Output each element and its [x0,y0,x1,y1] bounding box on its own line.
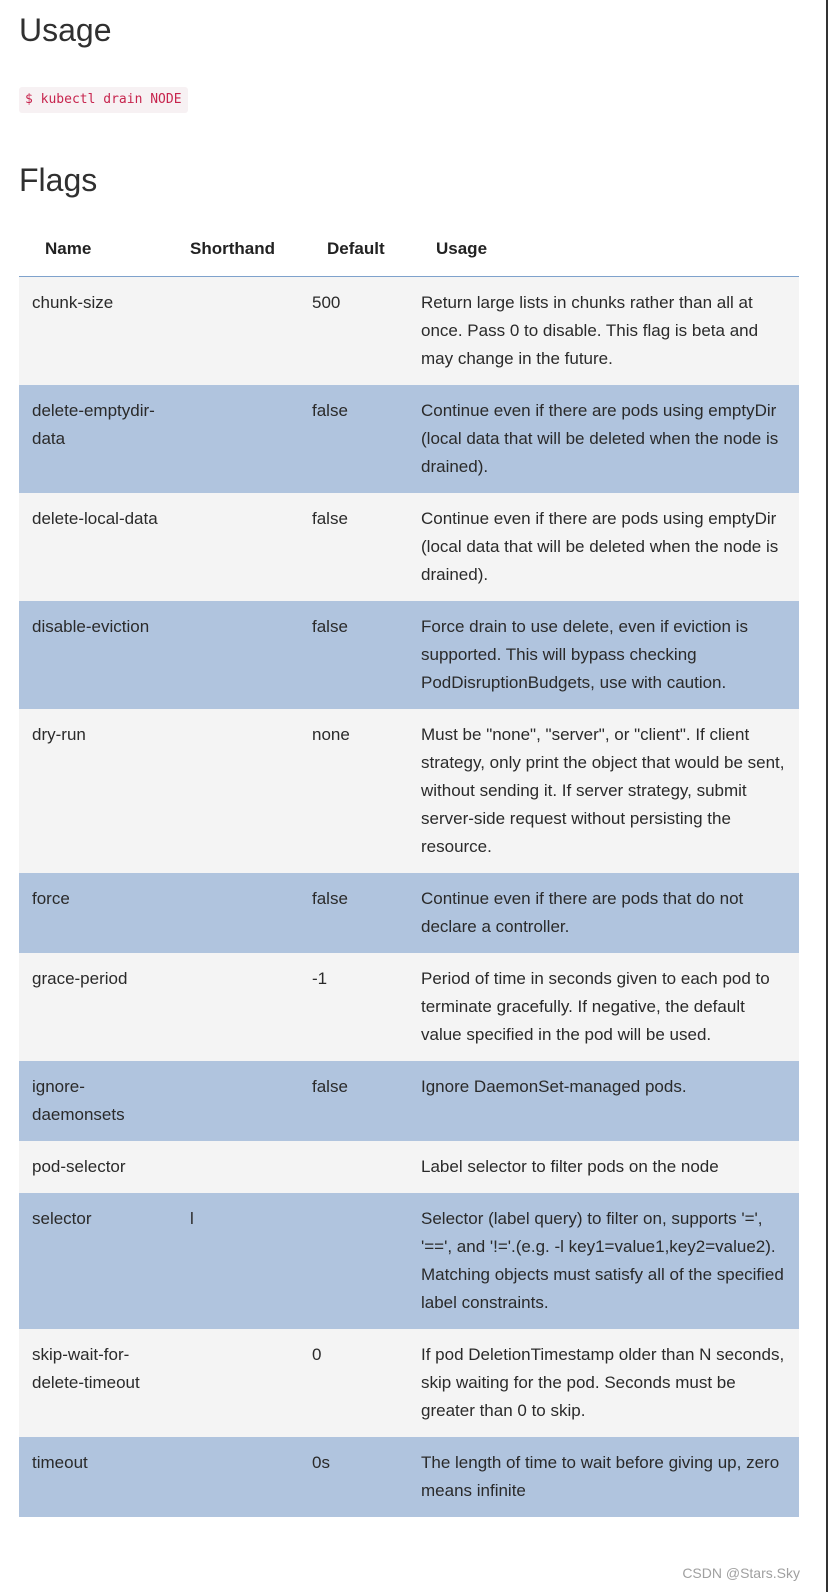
flag-default: 0s [312,1453,330,1472]
flag-name: skip-wait-for-delete-timeout [32,1345,140,1392]
flag-default: 500 [312,293,341,312]
header-shorthand: Shorthand [176,222,312,277]
flag-usage: Return large lists in chunks rather than all at once. Pass 0 to disable. This flag is beta and may change in the future. [421,293,759,368]
flag-usage: Label selector to filter pods on the node [421,1157,719,1176]
flag-usage: If pod DeletionTimestamp older than N seconds, skip waiting for the pod. Seconds must be greater than 0 to skip. [421,1345,785,1420]
flag-usage: Must be "none", "server", or "client". If client strategy, only print the object that would be sent, without sending it. If server strategy, submit server-side request without persisting the resource. [421,725,785,856]
table-row [19,1329,799,1437]
flags-heading: Flags [19,162,98,198]
flag-shorthand [176,873,312,953]
flag-default: -1 [312,969,328,988]
flag-usage: Ignore DaemonSet-managed pods. [421,1077,687,1096]
flags-table-header [19,222,799,277]
flag-default: false [312,617,348,636]
flag-name: ignore-daemonsets [32,1077,125,1124]
flag-shorthand [176,1329,312,1437]
table-row [19,277,799,386]
flag-name: delete-emptydir-data [32,401,155,448]
header-row [19,222,799,277]
flag-default: false [312,1077,348,1096]
header-default: Default [312,222,421,277]
flag-shorthand: l [190,1209,194,1228]
flag-usage: Force drain to use delete, even if eviction is supported. This will bypass checking PodDisruptionBudgets, use with caution. [421,617,748,692]
flag-shorthand [176,277,312,386]
table-row [19,385,799,493]
flag-name: delete-local-data [32,509,158,528]
header-name: Name [19,222,176,277]
flag-default: false [312,509,348,528]
header-usage: Usage [421,222,799,277]
flag-usage: Continue even if there are pods using emptyDir (local data that will be deleted when the node is drained). [421,401,779,476]
flag-default [312,1141,421,1193]
flag-usage: Continue even if there are pods that do not declare a controller. [421,889,744,936]
usage-command-code: $ kubectl drain NODE [19,87,188,113]
flags-table [19,222,799,1517]
flag-usage: The length of time to wait before giving up, zero means infinite [421,1453,780,1500]
flag-default: 0 [312,1345,322,1364]
table-row [19,601,799,709]
flag-shorthand [176,1141,312,1193]
flag-shorthand [176,601,312,709]
flag-usage: Period of time in seconds given to each pod to terminate gracefully. If negative, the default value specified in the pod will be used. [421,969,770,1044]
flag-shorthand [176,493,312,601]
flag-default [312,1193,421,1329]
table-row [19,953,799,1061]
flag-usage: Selector (label query) to filter on, supports '=', '==', and '!='.(e.g. -l key1=value1,key2=value2). Matching objects must satisfy all of the specified label constraints. [421,1209,784,1312]
table-row [19,1437,799,1517]
table-row [19,1141,799,1193]
flag-name: selector [32,1209,92,1228]
flag-usage: Continue even if there are pods using emptyDir (local data that will be deleted when the node is drained). [421,509,779,584]
table-row [19,493,799,601]
table-row [19,1061,799,1141]
table-row [19,709,799,873]
table-row [19,873,799,953]
flag-default: none [312,725,350,744]
flag-shorthand [176,953,312,1061]
flag-default: false [312,401,348,420]
flag-name: pod-selector [32,1157,126,1176]
flag-name: dry-run [32,725,86,744]
flag-name: timeout [32,1453,88,1472]
flag-name: force [32,889,70,908]
flag-name: disable-eviction [32,617,150,636]
flag-shorthand [176,1061,312,1141]
watermark: CSDN @Stars.Sky [682,1565,800,1581]
flag-shorthand [176,385,312,493]
table-row [19,1193,799,1329]
flag-default: false [312,889,348,908]
flag-name: grace-period [32,969,128,988]
flag-name: chunk-size [32,293,114,312]
flag-shorthand [176,709,312,873]
usage-heading: Usage [19,12,112,48]
flag-shorthand [176,1437,312,1517]
flags-table-body [19,277,799,1518]
